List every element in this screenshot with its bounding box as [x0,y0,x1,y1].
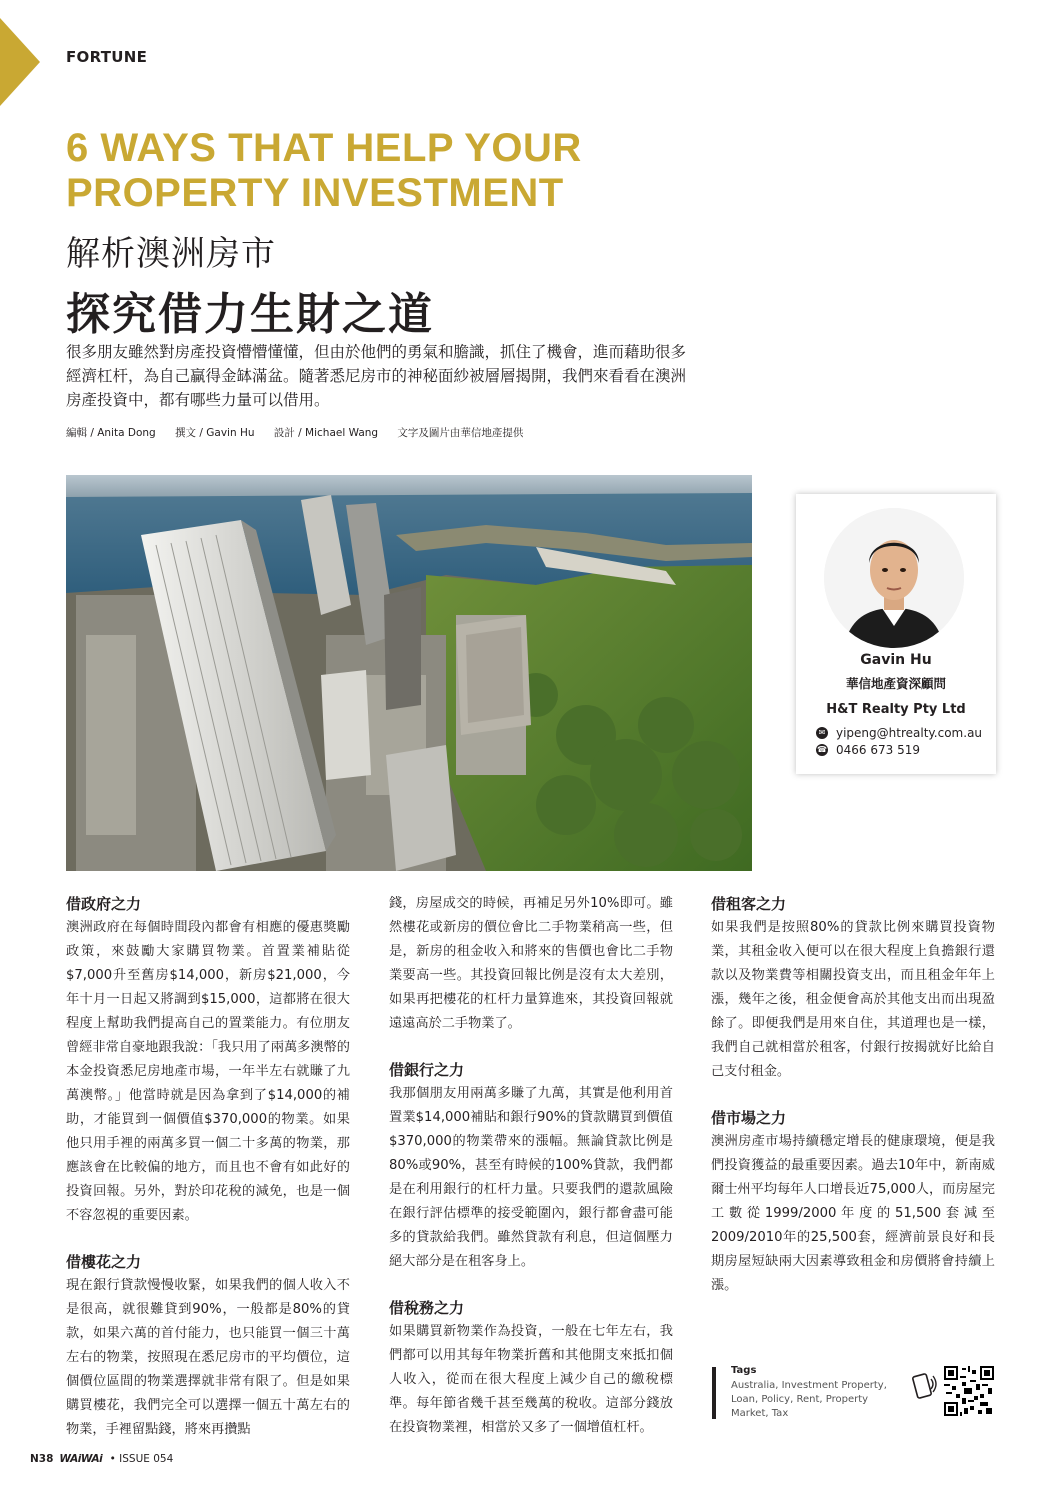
column-2 [389,892,673,1440]
profile-email[interactable]: yipeng@htrealty.com.au [836,726,983,740]
credit-writer: 撰文 / Gavin Hu [175,427,255,439]
para-tenant: 如果我們是按照80%的貸款比例來購買投資物業，其租金收入便可以在很大程度上負擔銀行還款以及物業費等相關投資支出，而且租金年年上漲，幾年之後，租金便會高於其他支出而出現盈餘了。即便我們是用來自住，其道理也是一樣，我們自己就相當於租客，付銀行按揭就好比給自己支付租金。 [711,920,995,1079]
column-3 [711,892,995,1298]
tags-text: Australia, Investment Property, Loan, Policy, Rent, Property Market, Tax [731,1380,887,1419]
credit-design: 設計 / Michael Wang [273,427,379,439]
intro-paragraph: 很多朋友雖然對房產投資懵懵懂懂，但由於他們的勇氣和膽識，抓住了機會，進而藉助很多經濟杠杆，為自己贏得金缽滿盆。隨著悉尼房市的神秘面紗被層層揭開，我們來看看在澳洲房產投資中，都有哪些力量可以借用。 [66,343,687,409]
magazine-brand: WAiWAi [59,1453,103,1465]
title-line-2: PROPERTY INVESTMENT [66,171,564,215]
city-aerial-photo [66,475,752,871]
profile-card [796,494,996,774]
para-tax: 如果購買新物業作為投資，一般在七年左右，我們都可以用其每年物業折舊和其他開支來抵扣個人收入，從而在很大程度上減少自己的繳稅標準。每年節省幾千甚至幾萬的稅收。這部分錢放在投資物業裡，相當於又多了一個增值杠杆。 [389,1324,673,1435]
page-footer [30,1453,173,1465]
para-government: 澳洲政府在每個時間段內都會有相應的優惠獎勵政策，來鼓勵大家購買物業。首置業補貼從$7,000升至舊房$14,000，新房$21,000，今年十月一日起又將調到$15,000，這都將在很大程度上幫助我們提高自己的置業能力。有位朋友曾經非常自豪地跟我說：「我只用了兩萬多澳幣的本金投資悉尼房地產市場，一年半左右就賺了九萬澳幣。」他當時就是因為拿到了$14,000的補助，才能買到一個價值$370,000的物業。如果他只用手裡的兩萬多買一個二十多萬的物業，那應該會在比較偏的地方，而且也不會有如此好的投資回報。另外，對於印花稅的減免，也是一個不容忽視的重要因素。 [66,920,350,1223]
page-number: N38 [30,1453,54,1465]
subtitle: 解析澳洲房市 [66,234,276,274]
footer-separator: • [106,1453,120,1465]
profile-phone-row [816,743,920,757]
profile-phone[interactable]: 0466 673 519 [836,743,920,757]
section-marker [0,18,40,106]
subtitle-bold: 探究借力生財之道 [66,289,434,340]
phone-icon: ☎ [817,745,827,754]
heading-tenant: 借租客之力 [711,895,787,913]
issue-number: ISSUE 054 [119,1453,174,1465]
mobile-scan-icon [912,1370,938,1400]
column-1 [66,892,350,1442]
para-bank: 我那個朋友用兩萬多賺了九萬，其實是他利用首置業$14,000補貼和銀行90%的貸款購買到價值$370,000的物業帶來的漲幅。無論貸款比例是80%或90%，甚至有時候的100%貸款，我們都是在利用銀行的杠杆力量。只要我們的還款風險在銀行評估標準的接受範圍內，銀行都會盡可能多的貸款給我們。雖然貸款有利息，但這個壓力絕大部分是在租客身上。 [389,1086,673,1269]
qr-code[interactable] [944,1366,994,1416]
profile-portrait [824,508,964,648]
city-aerial-illustration [66,475,752,871]
email-icon: ✉ [816,727,828,739]
profile-role: 華信地產資深顧問 [845,676,946,691]
heading-off-the-plan: 借樓花之力 [66,1253,142,1271]
profile-company: H&T Realty Pty Ltd [826,702,966,717]
para-off-the-plan: 現在銀行貸款慢慢收緊，如果我們的個人收入不是很高，就很難貸到90%，一般都是80%的貸款，如果六萬的首付能力，也只能買一個三十萬左右的物業，按照現在悉尼房市的平均價位，這個價位區間的物業選擇就非常有限了。但是如果購買樓花，我們完全可以選擇一個五十萬左右的物業，手裡留點錢，將來再攢點 [66,1278,350,1437]
credit-source: 文字及圖片由華信地產提供 [397,427,524,439]
profile-email-row [816,726,982,740]
article-title [66,126,766,216]
tags-bar [712,1367,716,1419]
credits [66,425,539,440]
section-label: FORTUNE [66,48,148,66]
profile-name: Gavin Hu [860,652,932,668]
heading-bank: 借銀行之力 [389,1061,465,1079]
para-market: 澳洲房產市場持續穩定增長的健康環境，便是我們投資獲益的最重要因素。過去10年中，新南威爾士州平均每年人口增長近75,000人，而房屋完工數從1999/2000年度的51,500套減至2009/2010年的25,500套，經濟前景良好和長期房屋短缺兩大因素導致租金和房價將會持續上漲。 [711,1134,995,1293]
title-line-1: 6 WAYS THAT HELP YOUR [66,126,582,170]
tags-title: Tags [731,1365,757,1376]
para-off-the-plan-cont: 錢，房屋成交的時候，再補足另外10%即可。雖然樓花或新房的價位會比二手物業稍高一些，但是，新房的租金收入和將來的售價也會比二手物業要高一些。其投資回報比例是沒有太大差別，如果再把樓花的杠杆力量算進來，其投資回報就遠遠高於二手物業了。 [389,896,673,1031]
heading-market: 借市場之力 [711,1109,787,1127]
credit-editor: 編輯 / Anita Dong [66,427,156,439]
heading-government: 借政府之力 [66,895,142,913]
heading-tax: 借稅務之力 [389,1299,465,1317]
portrait-illustration [824,508,964,648]
